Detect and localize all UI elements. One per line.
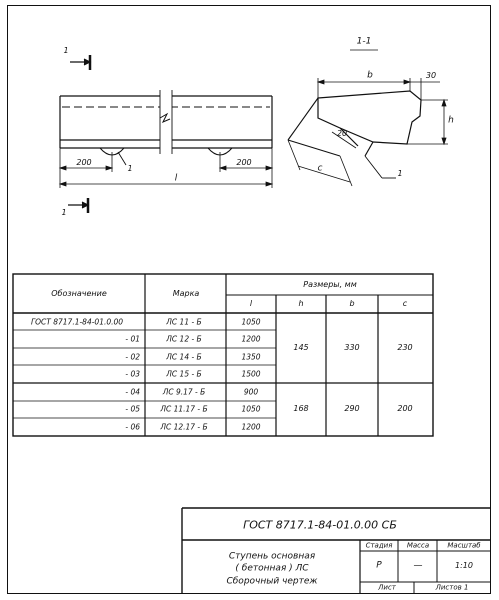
dim-c: c bbox=[317, 163, 323, 174]
header-mark: Марка bbox=[172, 289, 200, 298]
dim-20: 20 bbox=[336, 129, 348, 138]
section-leader-1: 1 bbox=[397, 169, 403, 178]
title-name-line2: ( бетонная ) ЛС bbox=[235, 563, 309, 574]
scale-label: Масштаб bbox=[447, 541, 481, 550]
row-0-mark: ЛС 11 - Б bbox=[166, 317, 202, 327]
row-6-designation: - 06 bbox=[125, 422, 140, 432]
row-2-mark: ЛС 14 - Б bbox=[166, 352, 202, 362]
dim-l: l bbox=[174, 173, 178, 184]
row-5-l: 1050 bbox=[241, 404, 261, 414]
document-number: ГОСТ 8717.1-84-01.0.00 СБ bbox=[243, 518, 397, 532]
group-1-h: 145 bbox=[293, 343, 309, 352]
dim-h: h bbox=[448, 115, 454, 126]
sheet-label: Лист bbox=[378, 583, 396, 592]
group-2-b: 290 bbox=[344, 404, 360, 413]
dim-200-right: 200 bbox=[236, 158, 252, 167]
row-3-l: 1500 bbox=[241, 369, 261, 379]
stage-label: Стадия bbox=[365, 541, 393, 550]
header-l: l bbox=[249, 299, 253, 308]
header-designation: Обозначение bbox=[51, 289, 107, 298]
beam-leader-1: 1 bbox=[127, 164, 133, 173]
row-5-designation: - 05 bbox=[125, 404, 140, 414]
row-5-mark: ЛС 11.17 - Б bbox=[160, 404, 208, 414]
row-2-l: 1350 bbox=[241, 352, 261, 362]
row-0-l: 1050 bbox=[241, 317, 261, 327]
row-2-designation: - 02 bbox=[125, 352, 140, 362]
group-1-b: 330 bbox=[344, 343, 360, 352]
title-name-line1: Ступень основная bbox=[228, 551, 316, 562]
dim-200-left: 200 bbox=[76, 158, 92, 167]
header-c: c bbox=[402, 299, 408, 308]
stage-value: Р bbox=[376, 560, 382, 571]
row-4-designation: - 04 bbox=[125, 387, 140, 397]
row-3-mark: ЛС 15 - Б bbox=[166, 369, 202, 379]
dim-30: 30 bbox=[425, 71, 437, 80]
mass-label: Масса bbox=[406, 541, 430, 550]
row-1-mark: ЛС 12 - Б bbox=[166, 334, 202, 344]
group-1-c: 230 bbox=[397, 343, 413, 352]
section-marker-top-label: 1 bbox=[63, 46, 69, 55]
row-1-l: 1200 bbox=[241, 334, 261, 344]
header-h: h bbox=[298, 299, 304, 308]
row-6-mark: ЛС 12.17 - Б bbox=[160, 422, 208, 432]
scale-value: 1:10 bbox=[455, 561, 473, 570]
row-4-l: 900 bbox=[243, 387, 259, 397]
section-title: 1-1 bbox=[356, 36, 372, 47]
group-2-h: 168 bbox=[293, 404, 309, 413]
sheets-label: Листов 1 bbox=[435, 583, 469, 592]
group-2-c: 200 bbox=[397, 404, 413, 413]
section-marker-bottom-label: 1 bbox=[61, 208, 67, 217]
row-1-designation: - 01 bbox=[125, 334, 140, 344]
header-b: b bbox=[349, 299, 355, 308]
row-4-mark: ЛС 9.17 - Б bbox=[162, 387, 206, 397]
header-sizes: Размеры, мм bbox=[303, 280, 357, 289]
row-3-designation: - 03 bbox=[125, 369, 140, 379]
row-0-designation: ГОСТ 8717.1-84-01.0.00 bbox=[30, 317, 124, 327]
mass-value: — bbox=[413, 560, 423, 571]
row-6-l: 1200 bbox=[241, 422, 261, 432]
dim-b: b bbox=[367, 70, 373, 81]
title-name-line3: Сборочный чертеж bbox=[226, 576, 318, 587]
